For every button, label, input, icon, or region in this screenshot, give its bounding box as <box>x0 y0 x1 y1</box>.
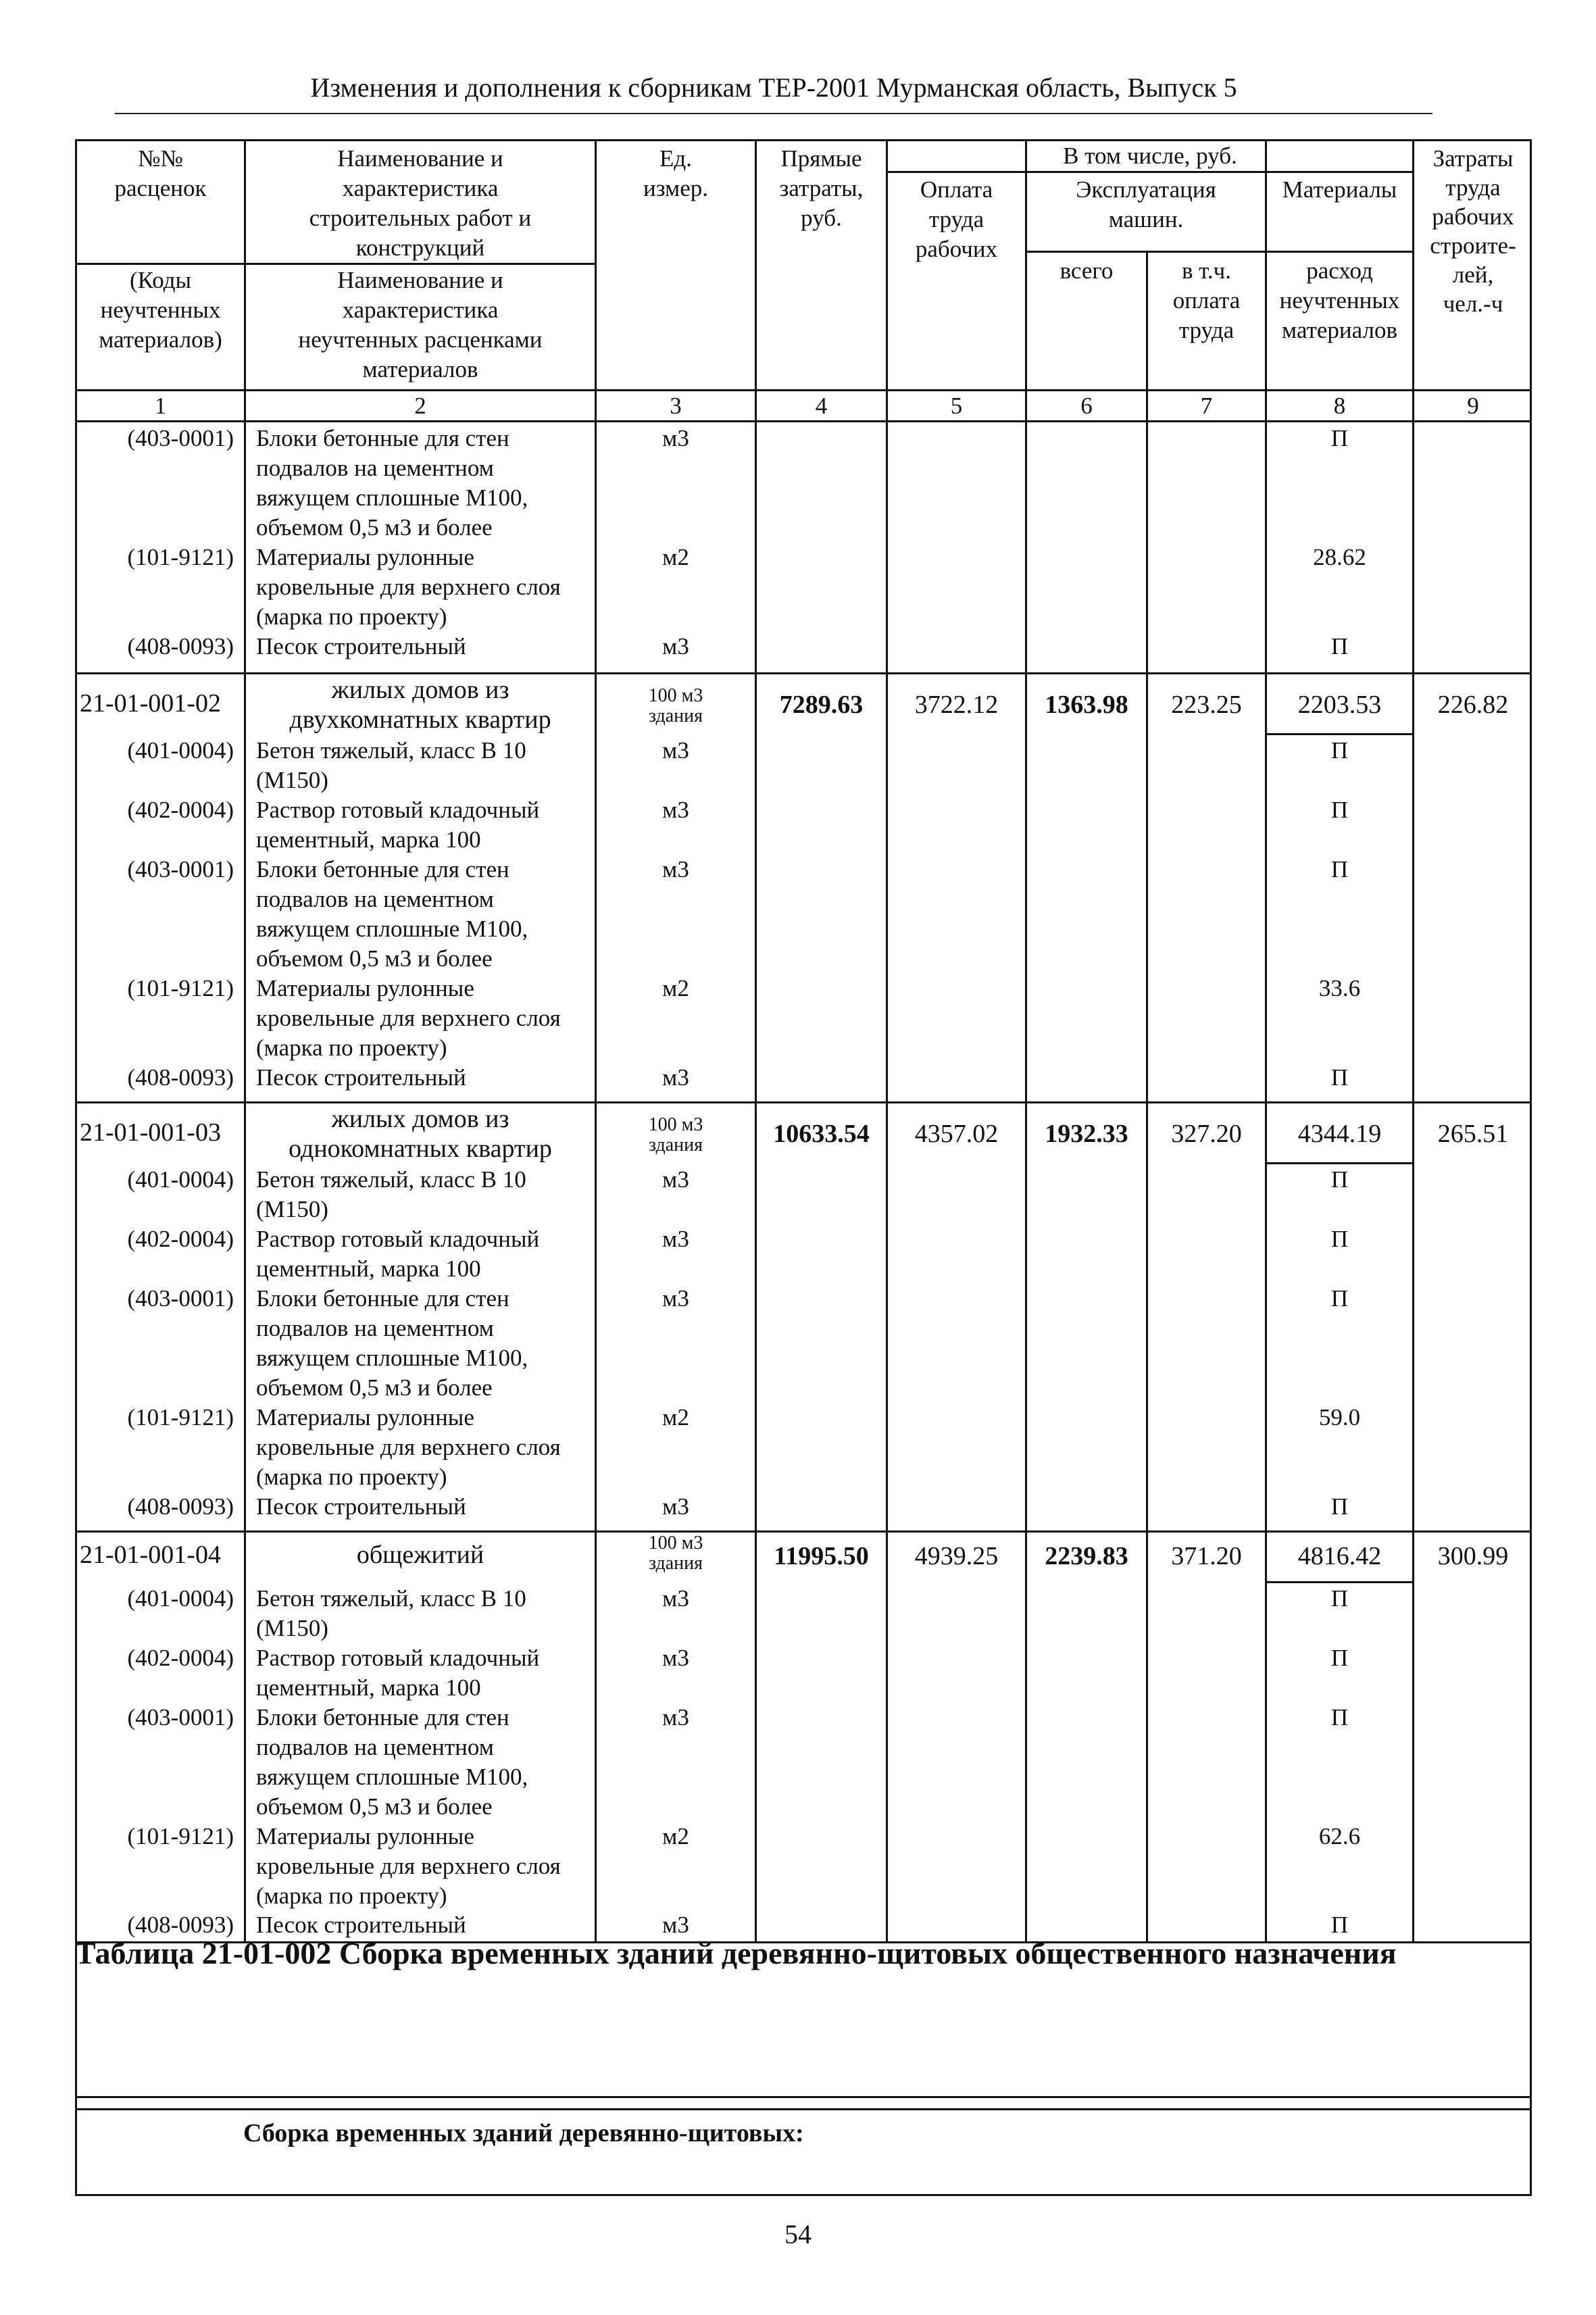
material-mark: П <box>1330 1645 1349 1671</box>
material-name-line: вяжущем сплошные М100, <box>256 916 528 942</box>
header-col5-line1: Оплата <box>920 176 993 203</box>
material-name-line: Блоки бетонные для стен <box>256 1704 509 1731</box>
material-mark: П <box>1330 1166 1349 1193</box>
material-name-line: Раствор готовый кладочный <box>256 797 540 823</box>
material-mark: П <box>1330 1285 1349 1312</box>
header-col7-line3: труда <box>1178 317 1235 343</box>
header-col5-line2: труда <box>928 206 984 232</box>
material-name-line: вяжущем сплошные М100, <box>256 1345 528 1371</box>
material-name-line: Песок строительный <box>256 1493 466 1520</box>
material-unit: м3 <box>662 797 689 823</box>
col-number: 4 <box>815 393 828 419</box>
material-name-line: объемом 0,5 м3 и более <box>256 514 493 541</box>
material-code: (401-0004) <box>127 1166 234 1193</box>
header-col5-line3: рабочих <box>915 236 998 262</box>
material-quantity: 62.6 <box>1318 1823 1361 1849</box>
material-name-line: Раствор готовый кладочный <box>256 1645 540 1671</box>
header-col4-line3: руб. <box>801 205 842 231</box>
material-name-line: Материалы рулонные <box>256 544 474 570</box>
material-mark: П <box>1330 856 1349 882</box>
rate-code: 21-01-001-03 <box>80 1118 221 1147</box>
material-mark: П <box>1330 1704 1349 1731</box>
rate-name-line: жилых домов из <box>331 676 509 704</box>
material-name-line: Бетон тяжелый, класс В 10 <box>256 737 526 764</box>
col-number: 1 <box>154 393 167 419</box>
rate-name-line: однокомнатных квартир <box>289 1135 552 1163</box>
rate-unit-line: 100 м3 <box>648 1533 703 1553</box>
row-divider <box>1025 251 1412 253</box>
material-mark: П <box>1330 425 1349 451</box>
material-code: (401-0004) <box>127 737 234 764</box>
rate-name-line: двухкомнатных квартир <box>289 705 551 734</box>
labor-hours: 265.51 <box>1437 1120 1509 1148</box>
material-code: (401-0004) <box>127 1585 234 1612</box>
rate-name-line: жилых домов из <box>331 1105 509 1133</box>
material-name-line: подвалов на цементном <box>256 455 494 481</box>
header-col9-line1: Затраты <box>1432 145 1514 172</box>
material-name-line: (марка по проекту) <box>256 603 447 630</box>
row-divider <box>77 1101 1532 1103</box>
material-code: (403-0001) <box>127 1285 234 1312</box>
material-mark: П <box>1330 1493 1349 1520</box>
rate-unit-line: здания <box>648 1135 703 1155</box>
machines-total: 1932.33 <box>1045 1120 1128 1148</box>
material-unit: м2 <box>662 1404 689 1430</box>
material-unit: м3 <box>662 1226 689 1252</box>
material-code: (403-0001) <box>127 1704 234 1731</box>
material-unit: м3 <box>662 1704 689 1731</box>
col-number: 5 <box>950 393 963 419</box>
header-col7-line2: оплата <box>1172 287 1241 314</box>
row-divider <box>77 672 1532 674</box>
material-unit: м2 <box>662 975 689 1001</box>
row-divider <box>77 2108 1532 2110</box>
header-col9-line2: труда <box>1445 174 1501 201</box>
material-unit: м3 <box>662 633 689 659</box>
running-title: Изменения и дополнения к сборникам ТЕР-2001 Мурманская область, Выпуск 5 <box>115 72 1432 114</box>
labor-pay: 3722.12 <box>914 691 999 719</box>
header-col8-top: Материалы <box>1282 176 1397 203</box>
material-name-line: кровельные для верхнего слоя <box>256 1853 561 1879</box>
material-unit: м3 <box>662 1064 689 1091</box>
header-col3-line2: измер. <box>643 175 708 201</box>
material-name-line: кровельные для верхнего слоя <box>256 1434 561 1460</box>
header-col2-bottom-line3: неучтенных расценками <box>298 326 543 353</box>
material-name-line: Песок строительный <box>256 1064 466 1091</box>
col-number: 3 <box>670 393 682 419</box>
material-name-line: кровельные для верхнего слоя <box>256 574 561 600</box>
header-col2-bottom-line2: характеристика <box>342 297 499 323</box>
materials-cost: 4344.19 <box>1297 1120 1382 1148</box>
rate-unit-line: 100 м3 <box>648 685 703 706</box>
material-code: (402-0004) <box>127 1645 234 1671</box>
machines-labor: 327.20 <box>1171 1120 1242 1148</box>
material-code: (402-0004) <box>127 797 234 823</box>
material-name-line: (М150) <box>256 1615 328 1641</box>
rate-name-line: общежитий <box>356 1541 484 1569</box>
direct-costs: 10633.54 <box>773 1120 870 1148</box>
material-name-line: Песок строительный <box>256 633 466 659</box>
material-code: (101-9121) <box>127 975 234 1001</box>
col-divider <box>1146 251 1148 1941</box>
materials-cost: 2203.53 <box>1297 691 1382 719</box>
material-quantity: 28.62 <box>1313 544 1366 570</box>
material-name-line: кровельные для верхнего слоя <box>256 1005 561 1031</box>
material-code: (101-9121) <box>127 1823 234 1849</box>
material-unit: м3 <box>662 1166 689 1193</box>
material-name-line: подвалов на цементном <box>256 886 494 912</box>
labor-hours: 300.99 <box>1437 1542 1509 1570</box>
header-col1-bottom-line2: неучтенных <box>100 297 221 323</box>
material-mark: П <box>1330 797 1349 823</box>
header-col3-line1: Ед. <box>659 145 692 172</box>
material-code: (408-0093) <box>127 1912 234 1938</box>
labor-hours: 226.82 <box>1437 691 1509 719</box>
material-code: (403-0001) <box>127 856 234 882</box>
header-col7-line1: в т.ч. <box>1181 257 1232 284</box>
labor-pay: 4357.02 <box>914 1120 999 1148</box>
row-divider <box>1265 1162 1412 1164</box>
material-name-line: Материалы рулонные <box>256 1404 474 1430</box>
material-name-line: подвалов на цементном <box>256 1734 494 1760</box>
machines-total: 1363.98 <box>1045 691 1128 719</box>
material-name-line: Бетон тяжелый, класс В 10 <box>256 1585 526 1612</box>
material-name-line: Бетон тяжелый, класс В 10 <box>256 1166 526 1193</box>
material-mark: П <box>1330 1226 1349 1252</box>
header-machines-line2: машин. <box>1108 206 1184 232</box>
material-unit: м3 <box>662 1912 689 1938</box>
row-divider <box>1265 1581 1412 1583</box>
material-name-line: объемом 0,5 м3 и более <box>256 1793 493 1820</box>
material-name-line: (М150) <box>256 1196 328 1222</box>
header-col2-top-line1: Наименование и <box>337 145 503 172</box>
material-mark: П <box>1330 1064 1349 1091</box>
material-code: (403-0001) <box>127 425 234 451</box>
col-number: 8 <box>1333 393 1346 419</box>
material-name-line: Блоки бетонные для стен <box>256 425 509 451</box>
material-code: (101-9121) <box>127 544 234 570</box>
header-col2-top-line3: строительных работ и <box>309 205 532 231</box>
rate-unit-line: 100 м3 <box>648 1114 703 1135</box>
machines-total: 2239.83 <box>1045 1542 1128 1570</box>
direct-costs: 7289.63 <box>779 691 864 719</box>
header-col9-line6: чел.-ч <box>1443 291 1503 317</box>
material-unit: м2 <box>662 544 689 570</box>
rate-unit-line: здания <box>648 1553 703 1574</box>
material-mark: П <box>1330 737 1349 764</box>
col-number: 6 <box>1080 393 1093 419</box>
material-unit: м3 <box>662 737 689 764</box>
header-col9-line5: лей, <box>1452 262 1494 288</box>
header-col2-bottom-line4: материалов <box>362 356 478 382</box>
header-col4-line1: Прямые <box>780 145 862 172</box>
materials-cost: 4816.42 <box>1297 1542 1382 1570</box>
header-col1-top-line2: расценок <box>114 175 207 201</box>
header-col8-bottom-line3: материалов <box>1282 317 1397 343</box>
rates-table <box>75 139 1532 2196</box>
page-number: 54 <box>784 2219 812 2249</box>
material-name-line: объемом 0,5 м3 и более <box>256 945 493 972</box>
header-col4-line2: затраты, <box>779 175 864 201</box>
row-divider <box>886 171 1412 173</box>
header-machines-line1: Эксплуатация <box>1076 176 1216 203</box>
table-caption: Таблица 21-01-002 Сборка временных зданий деревянно-щитовых общественного назначения <box>75 1936 1397 1970</box>
material-code: (408-0093) <box>127 1493 234 1520</box>
header-col2-top-line2: характеристика <box>342 175 499 201</box>
section-heading: Сборка временных зданий деревянно-щитовых: <box>243 2119 804 2147</box>
header-col9-line4: строите- <box>1430 232 1516 259</box>
material-code: (402-0004) <box>127 1226 234 1252</box>
material-mark: П <box>1330 1585 1349 1612</box>
material-name-line: цементный, марка 100 <box>256 1255 481 1282</box>
material-name-line: Материалы рулонные <box>256 1823 474 1849</box>
row-divider <box>77 2096 1532 2098</box>
material-unit: м2 <box>662 1823 689 1849</box>
material-name-line: цементный, марка 100 <box>256 1674 481 1701</box>
header-col2-bottom-line1: Наименование и <box>337 267 503 293</box>
material-name-line: Блоки бетонные для стен <box>256 856 509 882</box>
material-mark: П <box>1330 633 1349 659</box>
header-col2-top-line4: конструкций <box>355 234 485 261</box>
header-col1-top-line1: №№ <box>138 145 183 172</box>
material-name-line: цементный, марка 100 <box>256 826 481 853</box>
material-name-line: (марка по проекту) <box>256 1883 447 1909</box>
header-col1-bottom-line3: материалов) <box>99 326 222 353</box>
labor-pay: 4939.25 <box>914 1542 999 1570</box>
material-unit: м3 <box>662 1493 689 1520</box>
rate-code: 21-01-001-04 <box>80 1541 221 1569</box>
material-name-line: Раствор готовый кладочный <box>256 1226 540 1252</box>
material-name-line: объемом 0,5 м3 и более <box>256 1374 493 1401</box>
material-code: (408-0093) <box>127 1064 234 1091</box>
material-name-line: (М150) <box>256 767 328 793</box>
material-code: (408-0093) <box>127 633 234 659</box>
machines-labor: 223.25 <box>1171 691 1242 719</box>
material-unit: м3 <box>662 1585 689 1612</box>
col-number: 2 <box>414 393 426 419</box>
rate-unit-line: здания <box>648 705 703 726</box>
material-unit: м3 <box>662 856 689 882</box>
material-name-line: подвалов на цементном <box>256 1315 494 1341</box>
row-divider <box>1265 733 1412 735</box>
rate-code: 21-01-001-02 <box>80 689 221 718</box>
material-quantity: 59.0 <box>1318 1404 1361 1430</box>
col-number: 7 <box>1200 393 1213 419</box>
material-name-line: Песок строительный <box>256 1912 466 1938</box>
material-name-line: вяжущем сплошные М100, <box>256 1764 528 1790</box>
row-divider <box>77 1530 1532 1533</box>
header-col8-bottom-line2: неучтенных <box>1279 287 1400 314</box>
material-unit: м3 <box>662 1285 689 1312</box>
material-name-line: вяжущем сплошные М100, <box>256 484 528 511</box>
material-name-line: Материалы рулонные <box>256 975 474 1001</box>
material-code: (101-9121) <box>127 1404 234 1430</box>
material-name-line: (марка по проекту) <box>256 1035 447 1061</box>
material-quantity: 33.6 <box>1318 975 1361 1001</box>
row-divider <box>77 263 595 265</box>
machines-labor: 371.20 <box>1171 1542 1242 1570</box>
direct-costs: 11995.50 <box>774 1542 869 1570</box>
header-col9-line3: рабочих <box>1432 203 1514 230</box>
header-col8-bottom-line1: расход <box>1306 257 1373 284</box>
header-col6: всего <box>1059 257 1114 284</box>
material-mark: П <box>1330 1912 1349 1938</box>
material-name-line: (марка по проекту) <box>256 1464 447 1490</box>
header-col1-bottom-line1: (Коды <box>129 267 192 293</box>
material-name-line: Блоки бетонные для стен <box>256 1285 509 1312</box>
material-unit: м3 <box>662 425 689 451</box>
material-unit: м3 <box>662 1645 689 1671</box>
header-including: В том числе, руб. <box>1063 143 1237 169</box>
col-number: 9 <box>1467 393 1479 419</box>
